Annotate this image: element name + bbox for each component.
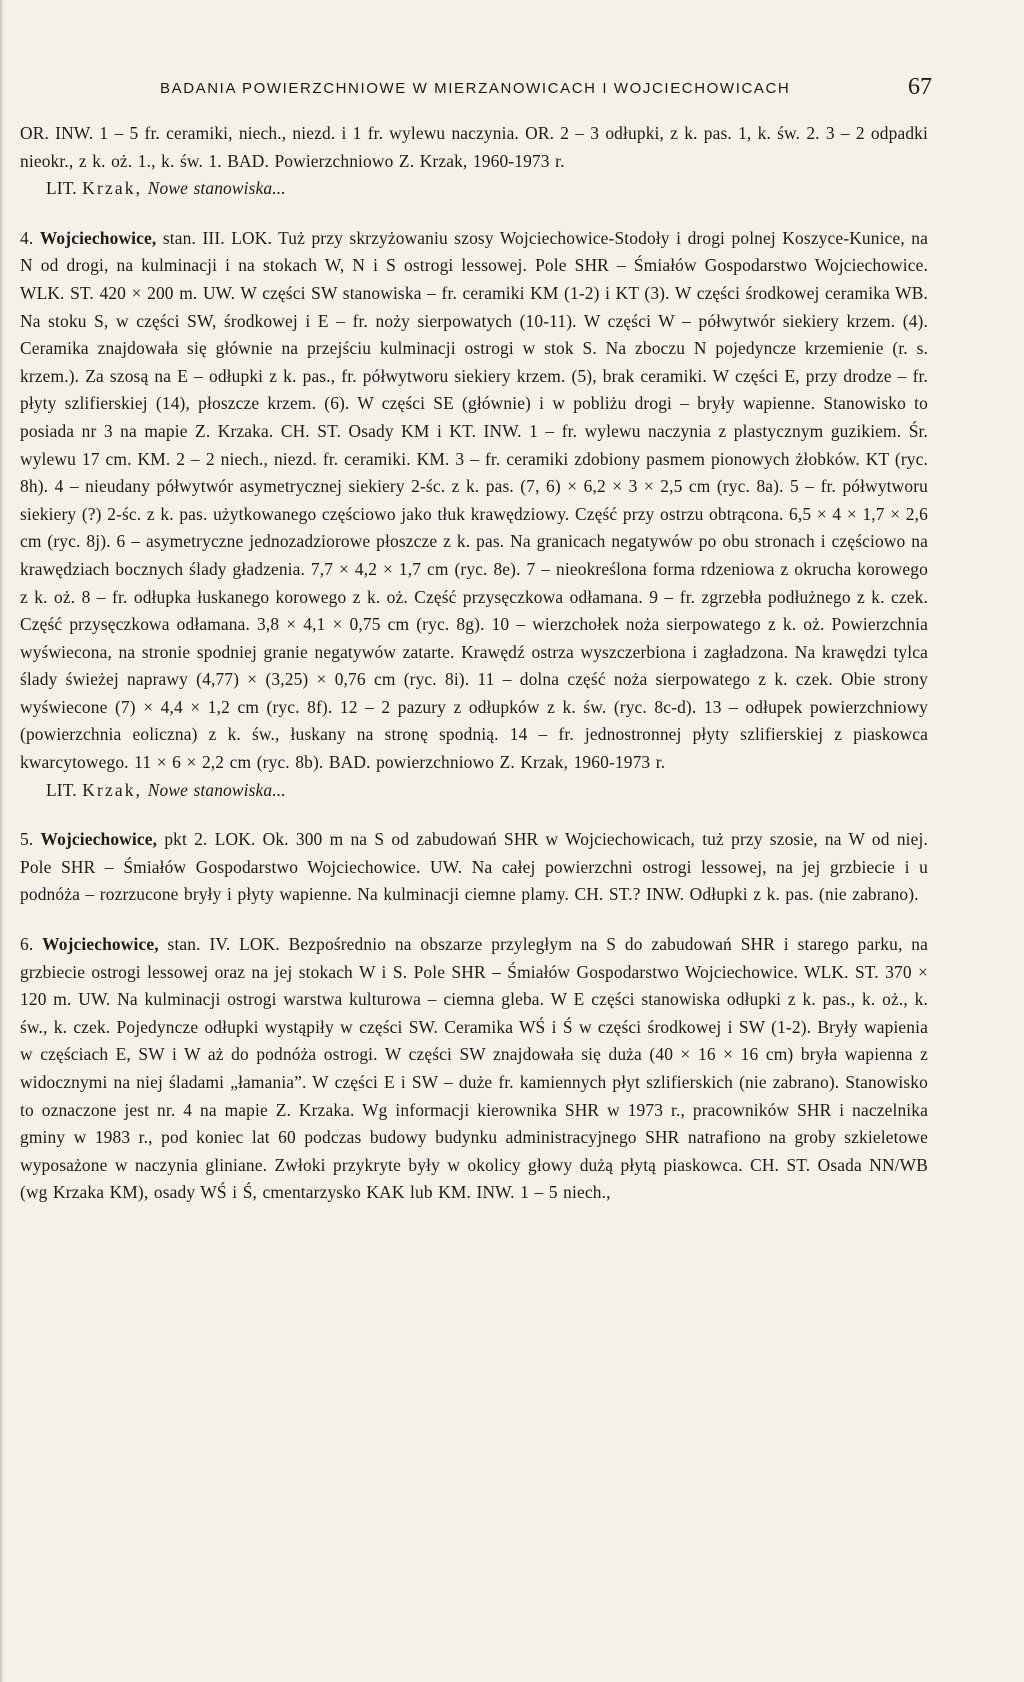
entry-5 <box>20 826 928 909</box>
entry-6-place: Wojciechowice, <box>42 934 159 955</box>
page-content <box>20 120 928 1207</box>
page-number: 67 <box>908 74 932 100</box>
literature-label: LIT. <box>46 178 77 199</box>
entry-6-text: stan. IV. LOK. Bezpośrednio na obszarze przyległym na S do zabudowań SHR i starego parku, na grzbiecie ostrogi lessowej oraz na jej stokach W i S. Pole SHR – Śmiałów Gospodarstwo Wojciechowice. WLK. ST. 370 × 120 m. UW. Na kulminacji ostrogi warstwa kulturowa – ciemna gleba. W E części stanowiska odłupki z k. pas., k. oż., k. św., k. czek. Pojedyncze odłupki wystąpiły w części SW. Ceramika WŚ i Ś w części środkowej i SW (1-2). Bryły wapienia w częściach E, SW i W aż do podnóża ostrogi. W części SW znajdowała się duża (40 × 16 × 16 cm) bryła wapienna z widocznymi na niej śladami „łamania”. W części E i SW – duże fr. kamiennych płyt szlifierskich (nie zabrano). Stanowisko to oznaczone jest nr. 4 na mapie Z. Krzaka. Wg informacji kierownika SHR w 1973 r., pracowników SHR i naczelnika gminy w 1983 r., pod koniec lat 60 podczas budowy budynku administracyjnego SHR natrafiono na groby szkieletowe wyposażone w naczynia gliniane. Zwłoki przykryte były w okolicy głowy dużą płytą piaskowca. CH. ST. Osada NN/WB (wg Krzaka KM), osady WŚ i Ś, cmentarzysko KAK lub KM. INW. 1 – 5 niech., <box>20 934 929 1203</box>
entry-3-text: OR. INW. 1 – 5 fr. ceramiki, niech., niezd. i 1 fr. wylewu naczynia. OR. 2 – 3 odłupki, z k. pas. 1, k. św. 2. 3 – 2 odpadki nieokr., z k. oż. 1., k. św. 1. BAD. Powierzchniowo Z. Krzak, 1960-1973 r. <box>20 123 928 171</box>
literature-title: Nowe stanowiska... <box>147 178 286 199</box>
entry-6-number: 6. <box>20 934 34 955</box>
entry-3-literature <box>20 175 928 203</box>
literature-author: Krzak, <box>82 779 143 800</box>
entry-5-place: Wojciechowice, <box>40 829 158 850</box>
entry-6 <box>20 931 928 1207</box>
literature-label: LIT. <box>46 779 77 800</box>
running-head: BADANIA POWIERZCHNIOWE W MIERZANOWICACH I WOJCIECHOWICACH <box>160 80 791 97</box>
entry-5-number: 5. <box>20 829 34 850</box>
entry-5-text: pkt 2. LOK. Ok. 300 m na S od zabudowań SHR w Wojciechowicach, tuż przy szosie, na W od niej. Pole SHR – Śmiałów Gospodarstwo Wojciechowice. UW. Na całej powierzchni ostrogi lessowej, na jej grzbiecie i u podnóża – rozrzucone bryły i płyty wapienne. Na kulminacji ciemne plamy. CH. ST.? INW. Odłupki z k. pas. (nie zabrano). <box>20 829 928 905</box>
page-header <box>150 74 940 104</box>
entry-4-text: stan. III. LOK. Tuż przy skrzyżowaniu szosy Wojciechowice-Stodoły i drogi polnej Koszyce-Kunice, na N od drogi, na kulminacji i na stokach W, N i S ostrogi lessowej. Pole SHR – Śmiałów Gospodarstwo Wojciechowice. WLK. ST. 420 × 200 m. UW. W części SW stanowiska – fr. ceramiki KM (1-2) i KT (3). W części środkowej ceramika WB. Na stoku S, w części SW, środkowej i E – fr. noży sierpowatych (10-11). W części W – półwytwór siekiery krzem. (4). Ceramika znajdowała się głównie na przejściu kulminacji ostrogi w stok S. Na zboczu N pojedyncze krzemienie (r. s. krzem.). Za szosą na E – odłupki z k. pas., fr. półwytworu siekiery krzem. (5), brak ceramiki. W części E, przy drodze – fr. płyty szlifierskiej (14), płoszcze krzem. (6). W części SE (głównie) i w pobliżu drogi – bryły wapienne. Stanowisko to posiada nr 3 na mapie Z. Krzaka. CH. ST. Osady KM i KT. INW. 1 – fr. wylewu naczynia z plastycznym guzikiem. Śr. wylewu 17 cm. KM. 2 – 2 niech., niezd. fr. ceramiki. KM. 3 – fr. ceramiki zdobiony pasmem pionowych żłobków. KT (ryc. 8h). 4 – nieudany półwytwór asymetrycznej siekiery 2-śc. z k. pas. (7, 6) × 6,2 × 3 × 2,5 cm (ryc. 8a). 5 – fr. półwytworu siekiery (?) 2-śc. z k. pas. użytkowanego częściowo jako tłuk krawędziowy. Część przy ostrzu obtrącona. 6,5 × 4 × 1,7 × 2,6 cm (ryc. 8j). 6 – asymetryczne jednozadziorowe płoszcze z k. pas. Na granicach negatywów po obu stronach i częściowo na krawędziach bocznych ślady gładzenia. 7,7 × 4,2 × 1,7 cm (ryc. 8e). 7 – nieokreślona forma rdzeniowa z okrucha korowego z k. oż. 8 – fr. odłupka łuskanego korowego z k. oż. Część przysęczkowa odłamana. 9 – fr. zgrzebła podłużnego z k. czek. Część przysęczkowa odłamana. 3,8 × 4,1 × 0,75 cm (ryc. 8g). 10 – wierzchołek noża sierpowatego z k. oż. Powierzchnia wyświecona, na stronie spodniej granie negatywów zatarte. Krawędź ostrza wyszczerbiona i zagładzona. Na krawędzi tylca ślady świeżej naprawy (4,77) × (3,25) × 0,76 cm (ryc. 8i). 11 – dolna część noża sierpowatego z k. czek. Obie strony wyświecone (7) × 4,4 × 1,2 cm (ryc. 8f). 12 – 2 pazury z odłupków z k. św. (ryc. 8c-d). 13 – odłupek powierzchniowy (powierzchnia eoliczna) z k. św., łuskany na stronę spodnią. 14 – fr. jednostronnej płyty szlifierskiej z piaskowca kwarcytowego. 11 × 6 × 2,2 cm (ryc. 8b). BAD. powierzchniowo Z. Krzak, 1960-1973 r. <box>20 227 929 773</box>
entry-3-tail <box>20 120 928 175</box>
entry-4 <box>20 225 928 777</box>
entry-4-place: Wojciechowice, <box>39 227 157 248</box>
entry-4-literature <box>20 777 928 805</box>
page-edge-shadow <box>0 0 4 1682</box>
entry-4-number: 4. <box>20 227 34 248</box>
literature-title: Nowe stanowiska... <box>147 779 286 800</box>
literature-author: Krzak, <box>82 178 143 199</box>
